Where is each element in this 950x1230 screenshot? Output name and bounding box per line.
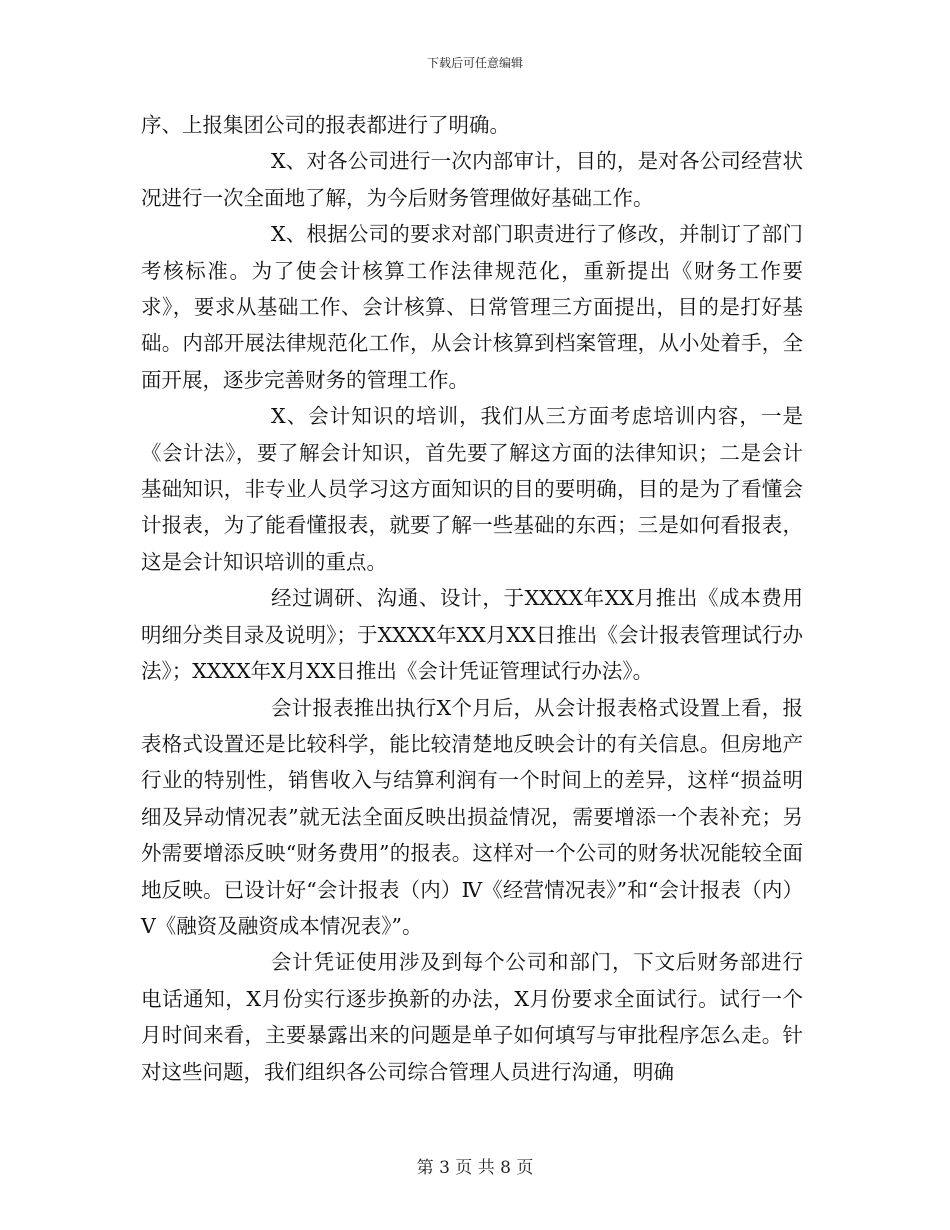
paragraph-7: 会计凭证使用涉及到每个公司和部门，下文后财务部进行电话通知，X月份实行逐步换新的办法，X月份要求全面试行。试行一个月时间来看，主要暴露出来的问题是单子如何填写与审批程序怎么走。针对这些问题，我们组织各公司综合管理人员进行沟通，明确 xyxy=(141,950,803,1084)
paragraph-2: X、对各公司进行一次内部审计，目的，是对各公司经营状况进行一次全面地了解，为今后财务管理做好基础工作。 xyxy=(141,149,803,210)
paragraph-5: 经过调研、沟通、设计，于XXXX年XX月推出《成本费用明细分类目录及说明》；于XXXX年XX月XX日推出《会计报表管理试行办法》；XXXX年X月XX日推出《会计凭证管理试行办法》。 xyxy=(141,586,803,684)
paragraph-3: X、根据公司的要求对部门职责进行了修改，并制订了部门考核标准。为了使会计核算工作法律规范化，重新提出《财务工作要求》，要求从基础工作、会计核算、日常管理三方面提出，目的是打好基础。内部开展法律规范化工作，从会计核算到档案管理，从小处着手，全面开展，逐步完善财务的管理工作。 xyxy=(141,222,803,392)
page-footer xyxy=(0,1153,950,1178)
paragraph-1: 序、上报集团公司的报表都进行了明确。 xyxy=(141,113,510,137)
paragraph-6: 会计报表推出执行X个月后，从会计报表格式设置上看，报表格式设置还是比较科学，能比较清楚地反映会计的有关信息。但房地产行业的特别性，销售收入与结算利润有一个时间上的差异，这样“损益明细及异动情况表”就无法全面反映出损益情况，需要增添一个表补充；另外需要增添反映“财务费用”的报表。这样对一个公司的财务状况能较全面地反映。已设计好“会计报表（内）Ⅳ《经营情况表》”和“会计报表（内）Ⅴ《融资及融资成本情况表》”。 xyxy=(141,695,803,938)
page-number: 第 3 页 共 8 页 xyxy=(416,1158,534,1178)
page-header xyxy=(0,54,950,71)
paragraph-4: X、会计知识的培训，我们从三方面考虑培训内容，一是《会计法》，要了解会计知识，首先要了解这方面的法律知识；二是会计基础知识，非专业人员学习这方面知识的目的要明确，目的是为了看懂会计报表，为了能看懂报表，就要了解一些基础的东西；三是如何看报表，这是会计知识培训的重点。 xyxy=(141,404,803,574)
document-body xyxy=(141,107,803,1090)
header-note: 下载后可任意编辑 xyxy=(426,56,523,70)
